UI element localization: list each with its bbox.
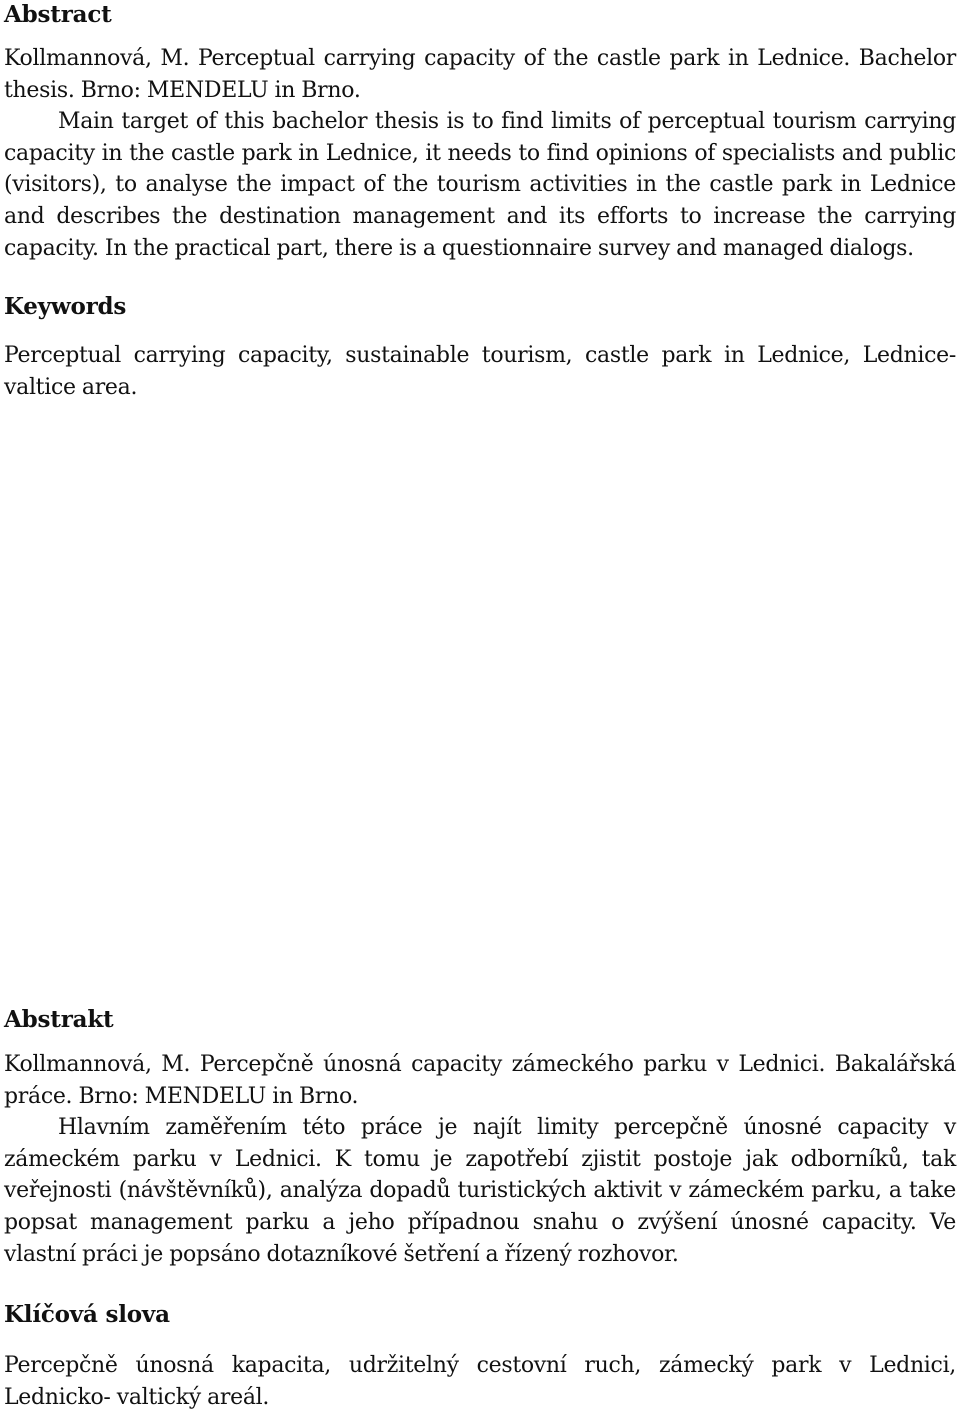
english-abstract-section	[4, 0, 956, 403]
czech-abstract-section	[4, 1005, 956, 1413]
keywords-heading: Keywords	[4, 293, 127, 321]
citace-text: Kollmannová, M. Percepčně únosná capacity zámeckého parku v Lednici. Bakalářská práce. Brno: MENDELU in Brno.	[4, 1052, 956, 1109]
klicova-slova-text: Percepčně únosná kapacita, udržitelný cestovní ruch, zámecký park v Lednici, Lednicko- valtický areál.	[4, 1353, 956, 1410]
citation-text: Kollmannová, M. Perceptual carrying capacity of the castle park in Lednice. Bachelor thesis. Brno: MENDELU in Brno.	[4, 46, 956, 103]
abstrakt-heading: Abstrakt	[4, 1006, 114, 1033]
abstrakt-body: Hlavním zaměřením této práce je najít limity percepčně únosné capacity v zámeckém parku v Lednici. K tomu je zapotřebí zjistit postoje jak odborníků, tak veřejnosti (návštěvníků), analýza dopadů turistických aktivit v zámeckém parku, a take popsat management parku a jeho případnou snahu o zvýšení únosné capacity. Ve vlastní práci je popsáno dotazníkové šetření a řízený rozhovor.	[4, 1115, 956, 1267]
keywords-text: Perceptual carrying capacity, sustainable tourism, castle park in Lednice, Lednice-valtice area.	[4, 343, 956, 400]
abstract-heading: Abstract	[4, 1, 112, 28]
klicova-slova-heading: Klíčová slova	[4, 1301, 170, 1329]
abstract-body: Main target of this bachelor thesis is to find limits of perceptual tourism carrying capacity in the castle park in Lednice, it needs to find opinions of specialists and public (visitors), to analyse the impact of the tourism activities in the castle park in Lednice and describes the destination management and its efforts to increase the carrying capacity. In the practical part, there is a questionnaire survey and managed dialogs.	[4, 109, 956, 261]
